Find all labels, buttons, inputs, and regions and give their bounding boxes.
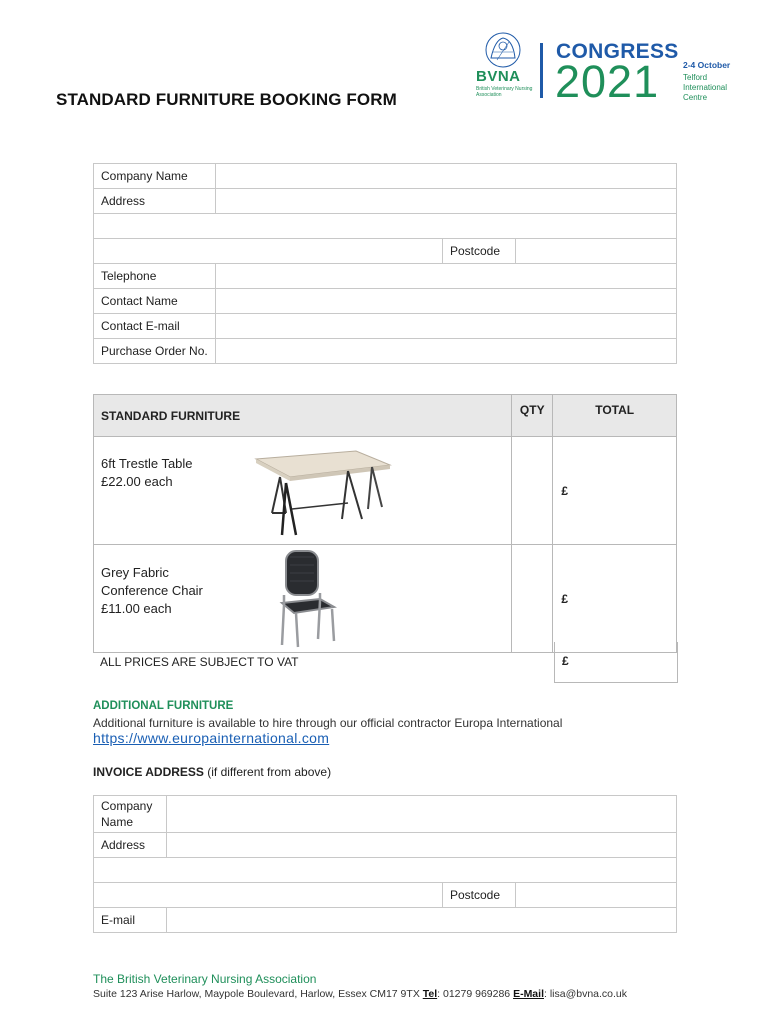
contact-name-field[interactable]: [215, 289, 676, 314]
footer-address: Suite 123 Arise Harlow, Maypole Boulevard, Harlow, Essex CM17 9TX: [93, 988, 423, 1000]
invoice-postcode-label: Postcode: [443, 883, 516, 908]
conference-chair-icon: [276, 549, 340, 649]
invoice-company-label-line-2: Name: [101, 815, 134, 829]
congress-year: 2021: [555, 56, 660, 107]
invoice-email-field[interactable]: [167, 908, 677, 933]
item-total: [553, 545, 677, 653]
table-row: [94, 437, 677, 545]
postcode-field[interactable]: [516, 239, 677, 264]
header-qty: QTY: [512, 395, 553, 437]
vat-note: ALL PRICES ARE SUBJECT TO VAT: [100, 655, 299, 669]
vat-total-box: [554, 642, 678, 683]
item-description: [94, 437, 512, 545]
invoice-postcode-field[interactable]: [516, 883, 677, 908]
purchase-order-field[interactable]: [215, 339, 676, 364]
telephone-field[interactable]: [215, 264, 676, 289]
header-divider: [540, 43, 543, 98]
additional-furniture-heading: ADDITIONAL FURNITURE: [93, 700, 234, 712]
bvna-logo-text: BVNA: [476, 68, 521, 85]
invoice-address-field-line-3[interactable]: [94, 883, 443, 908]
footer-organisation: The British Veterinary Nursing Association: [93, 972, 317, 986]
invoice-address-label: Address: [94, 833, 167, 858]
invoice-address-field-line-1[interactable]: [167, 833, 677, 858]
invoice-heading-note: (if different from above): [203, 765, 332, 779]
item-price: £22.00 each: [101, 474, 173, 489]
invoice-company-name-label: [94, 796, 167, 833]
postcode-label: Postcode: [443, 239, 516, 264]
additional-furniture-text: Additional furniture is available to hire through our official contractor Europa International: [93, 716, 563, 730]
footer-tel: : 01279 969286: [437, 988, 514, 1000]
item-qty-field[interactable]: [512, 437, 553, 545]
contact-email-label: Contact E-mail: [94, 314, 216, 339]
trestle-table-icon: [252, 449, 394, 539]
address-label: Address: [94, 189, 216, 214]
furniture-table-header: [94, 395, 677, 437]
item-name-line-1: Grey Fabric: [101, 565, 169, 580]
company-details-form: [93, 163, 677, 364]
venue-line-2: International: [683, 83, 728, 92]
footer-tel-label: Tel: [422, 988, 438, 1000]
item-total-value: £: [561, 483, 569, 498]
telephone-label: Telephone: [94, 264, 216, 289]
table-row: [94, 545, 677, 653]
congress-label: CONGRESS: [556, 40, 679, 63]
address-field-line-1[interactable]: [215, 189, 676, 214]
bvna-logo-subtitle: British Veterinary Nursing Association: [476, 86, 533, 98]
address-field-line-3[interactable]: [94, 239, 443, 264]
contact-email-field[interactable]: [215, 314, 676, 339]
address-field-line-2[interactable]: [94, 214, 677, 239]
invoice-heading-bold: INVOICE ADDRESS: [93, 765, 204, 779]
header-standard-furniture: STANDARD FURNITURE: [94, 395, 512, 437]
company-name-label: Company Name: [94, 164, 216, 189]
vat-total-value: £: [562, 654, 569, 668]
congress-venue: [683, 73, 727, 103]
header-total: TOTAL: [553, 395, 677, 437]
invoice-address-form: [93, 795, 677, 933]
invoice-company-name-field[interactable]: [167, 796, 677, 833]
footer-email: : lisa@bvna.co.uk: [543, 988, 628, 1000]
contact-name-label: Contact Name: [94, 289, 216, 314]
item-total: [553, 437, 677, 545]
item-description: [94, 545, 512, 653]
invoice-email-label: E-mail: [94, 908, 167, 933]
invoice-company-label-line-1: Company: [101, 799, 153, 813]
company-name-field[interactable]: [215, 164, 676, 189]
venue-line-1: Telford: [683, 73, 708, 82]
furniture-table: [93, 394, 677, 653]
item-total-value: £: [561, 591, 569, 606]
europa-international-link[interactable]: https://www.europainternational.com: [93, 730, 330, 746]
invoice-address-field-line-2[interactable]: [94, 858, 677, 883]
item-name: 6ft Trestle Table: [101, 456, 193, 471]
congress-dates: 2-4 October: [683, 60, 731, 70]
item-qty-field[interactable]: [512, 545, 553, 653]
footer-email-label: E-Mail: [513, 988, 544, 1000]
page-title: STANDARD FURNITURE BOOKING FORM: [56, 90, 397, 109]
purchase-order-label: Purchase Order No.: [94, 339, 216, 364]
venue-line-3: Centre: [683, 93, 708, 102]
footer-contact: [93, 988, 627, 1000]
item-price: £11.00 each: [101, 601, 172, 616]
invoice-address-heading: [93, 765, 331, 779]
item-name-line-2: Conference Chair: [101, 583, 203, 598]
